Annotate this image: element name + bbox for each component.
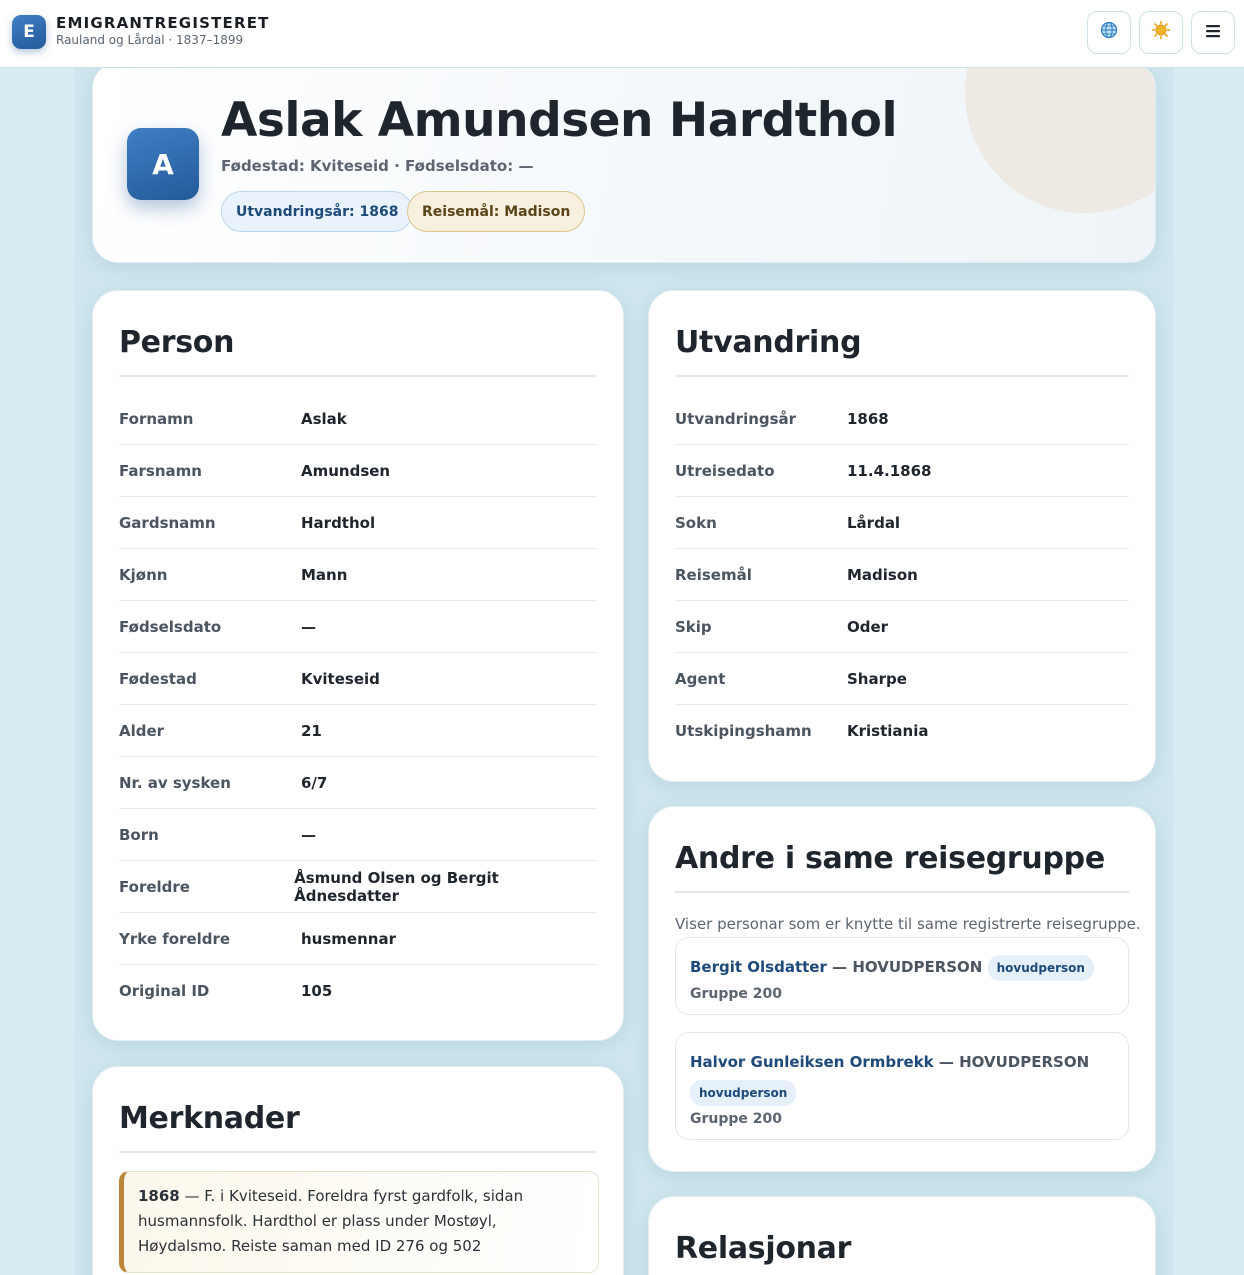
- detail-value: 11.4.1868: [847, 461, 932, 480]
- emigration-card: [648, 290, 1156, 782]
- detail-label: Utskipingshamn: [675, 722, 812, 740]
- detail-value: Hardthol: [301, 513, 376, 532]
- detail-label: Skip: [675, 617, 712, 636]
- detail-label: Foreldre: [119, 877, 190, 896]
- detail-row: [119, 965, 597, 1017]
- detail-value: Oder: [847, 617, 889, 636]
- detail-label: Reisemål: [675, 565, 752, 584]
- relations-heading: Relasjonar: [675, 1231, 852, 1266]
- detail-row: [119, 445, 597, 497]
- detail-value: Madison: [847, 565, 918, 584]
- person-details-list: [119, 393, 597, 1017]
- divider: [675, 375, 1129, 377]
- menu-icon: [1205, 23, 1221, 43]
- detail-value: Åsmund Olsen og Bergit Ådnesdatter: [294, 868, 499, 905]
- detail-value: —: [301, 825, 316, 844]
- person-hero-card: [92, 62, 1156, 263]
- person-card: [92, 290, 624, 1041]
- detail-row: [119, 705, 597, 757]
- hero-decoration: [965, 62, 1156, 213]
- detail-row: [119, 549, 597, 601]
- detail-row: [119, 809, 597, 861]
- person-heading: Person: [119, 325, 235, 360]
- detail-value: 21: [301, 721, 322, 740]
- detail-label: Yrke foreldre: [119, 929, 231, 948]
- detail-value: husmennar: [301, 929, 396, 948]
- menu-button[interactable]: [1191, 11, 1235, 54]
- detail-row: [675, 497, 1129, 549]
- group-member-card: [675, 1032, 1129, 1140]
- note-item: [119, 1171, 599, 1273]
- notes-heading: Merknader: [119, 1101, 300, 1136]
- note-text: — F. i Kviteseid. Foreldra fyrst gardfolk, sidan husmannsfolk. Hardthol er plass under Mostøyl, Høydalsmo. Reiste saman med ID 276 og 502: [138, 1187, 524, 1255]
- detail-label: Utreisedato: [675, 461, 775, 480]
- emigration-year-badge: Utvandringsår: 1868: [221, 191, 413, 232]
- language-button[interactable]: [1087, 11, 1131, 54]
- detail-label: Nr. av sysken: [119, 773, 231, 792]
- detail-label: Fødestad: [119, 669, 197, 688]
- travel-group-card: [648, 806, 1156, 1172]
- group-member-group: Gruppe 200: [690, 986, 782, 1002]
- destination-badge: Reisemål: Madison: [407, 191, 585, 232]
- detail-label: Sokn: [675, 513, 717, 532]
- detail-row: [675, 445, 1129, 497]
- app-subtitle: Rauland og Lårdal · 1837–1899: [56, 33, 244, 47]
- detail-row: [675, 393, 1129, 445]
- detail-label: Fødselsdato: [119, 617, 222, 636]
- travel-group-heading: Andre i same reisegruppe: [675, 841, 1105, 876]
- app-title[interactable]: EMIGRANTREGISTERET: [56, 14, 270, 32]
- detail-label: Fornamn: [119, 409, 194, 428]
- group-member-card: [675, 937, 1129, 1015]
- detail-value: Sharpe: [847, 669, 907, 688]
- page-title: Aslak Amundsen Hardthol: [221, 93, 898, 148]
- top-bar: [0, 0, 1244, 68]
- group-member-role: — HOVUDPERSON: [933, 1053, 1090, 1071]
- detail-label: Original ID: [119, 982, 210, 1000]
- detail-row: [119, 861, 597, 913]
- avatar: A: [127, 128, 199, 200]
- group-member-role: — HOVUDPERSON: [826, 958, 983, 976]
- hero-meta: Fødestad: Kviteseid · Fødselsdato: —: [221, 157, 534, 175]
- group-member-group: Gruppe 200: [690, 1111, 782, 1127]
- detail-value: —: [301, 617, 316, 636]
- emigration-details-list: [675, 393, 1129, 757]
- detail-label: Gardsnamn: [119, 513, 216, 532]
- detail-row: [119, 653, 597, 705]
- detail-row: [119, 497, 597, 549]
- emigration-heading: Utvandring: [675, 325, 862, 360]
- detail-row: [119, 913, 597, 965]
- logo-badge[interactable]: E: [12, 15, 46, 49]
- detail-label: Alder: [119, 721, 165, 740]
- divider: [675, 891, 1129, 893]
- globe-icon: [1100, 21, 1118, 44]
- detail-label: Born: [119, 825, 159, 844]
- detail-row: [675, 549, 1129, 601]
- detail-value: 1868: [847, 409, 889, 428]
- detail-value: Aslak: [301, 409, 347, 428]
- detail-label: Kjønn: [119, 565, 168, 584]
- detail-row: [119, 757, 597, 809]
- notes-card: [92, 1066, 624, 1275]
- detail-label: Farsnamn: [119, 461, 202, 480]
- detail-row: [675, 705, 1129, 757]
- detail-label: Utvandringsår: [675, 409, 797, 428]
- note-year: 1868: [138, 1187, 180, 1205]
- divider: [119, 375, 597, 377]
- role-tag: hovudperson: [690, 1080, 796, 1106]
- detail-value: Lårdal: [847, 513, 901, 532]
- divider: [119, 1151, 597, 1153]
- detail-value: Mann: [301, 565, 348, 584]
- detail-row: [675, 601, 1129, 653]
- group-member-link[interactable]: Bergit Olsdatter: [690, 958, 827, 976]
- role-tag: hovudperson: [988, 955, 1094, 981]
- sun-icon: [1151, 20, 1171, 45]
- detail-value: Amundsen: [301, 461, 391, 480]
- detail-value: 105: [301, 982, 333, 1000]
- detail-row: [675, 653, 1129, 705]
- detail-row: [119, 601, 597, 653]
- detail-value: Kviteseid: [301, 669, 380, 688]
- detail-row: [119, 393, 597, 445]
- travel-group-intro: Viser personar som er knytte til same registrerte reisegruppe.: [675, 915, 1141, 933]
- group-member-link[interactable]: Halvor Gunleiksen Ormbrekk: [690, 1053, 934, 1071]
- detail-value: 6/7: [301, 773, 328, 792]
- relations-card: [648, 1196, 1156, 1275]
- detail-value: Kristiania: [847, 722, 929, 740]
- detail-label: Agent: [675, 669, 726, 688]
- theme-toggle-button[interactable]: [1139, 11, 1183, 54]
